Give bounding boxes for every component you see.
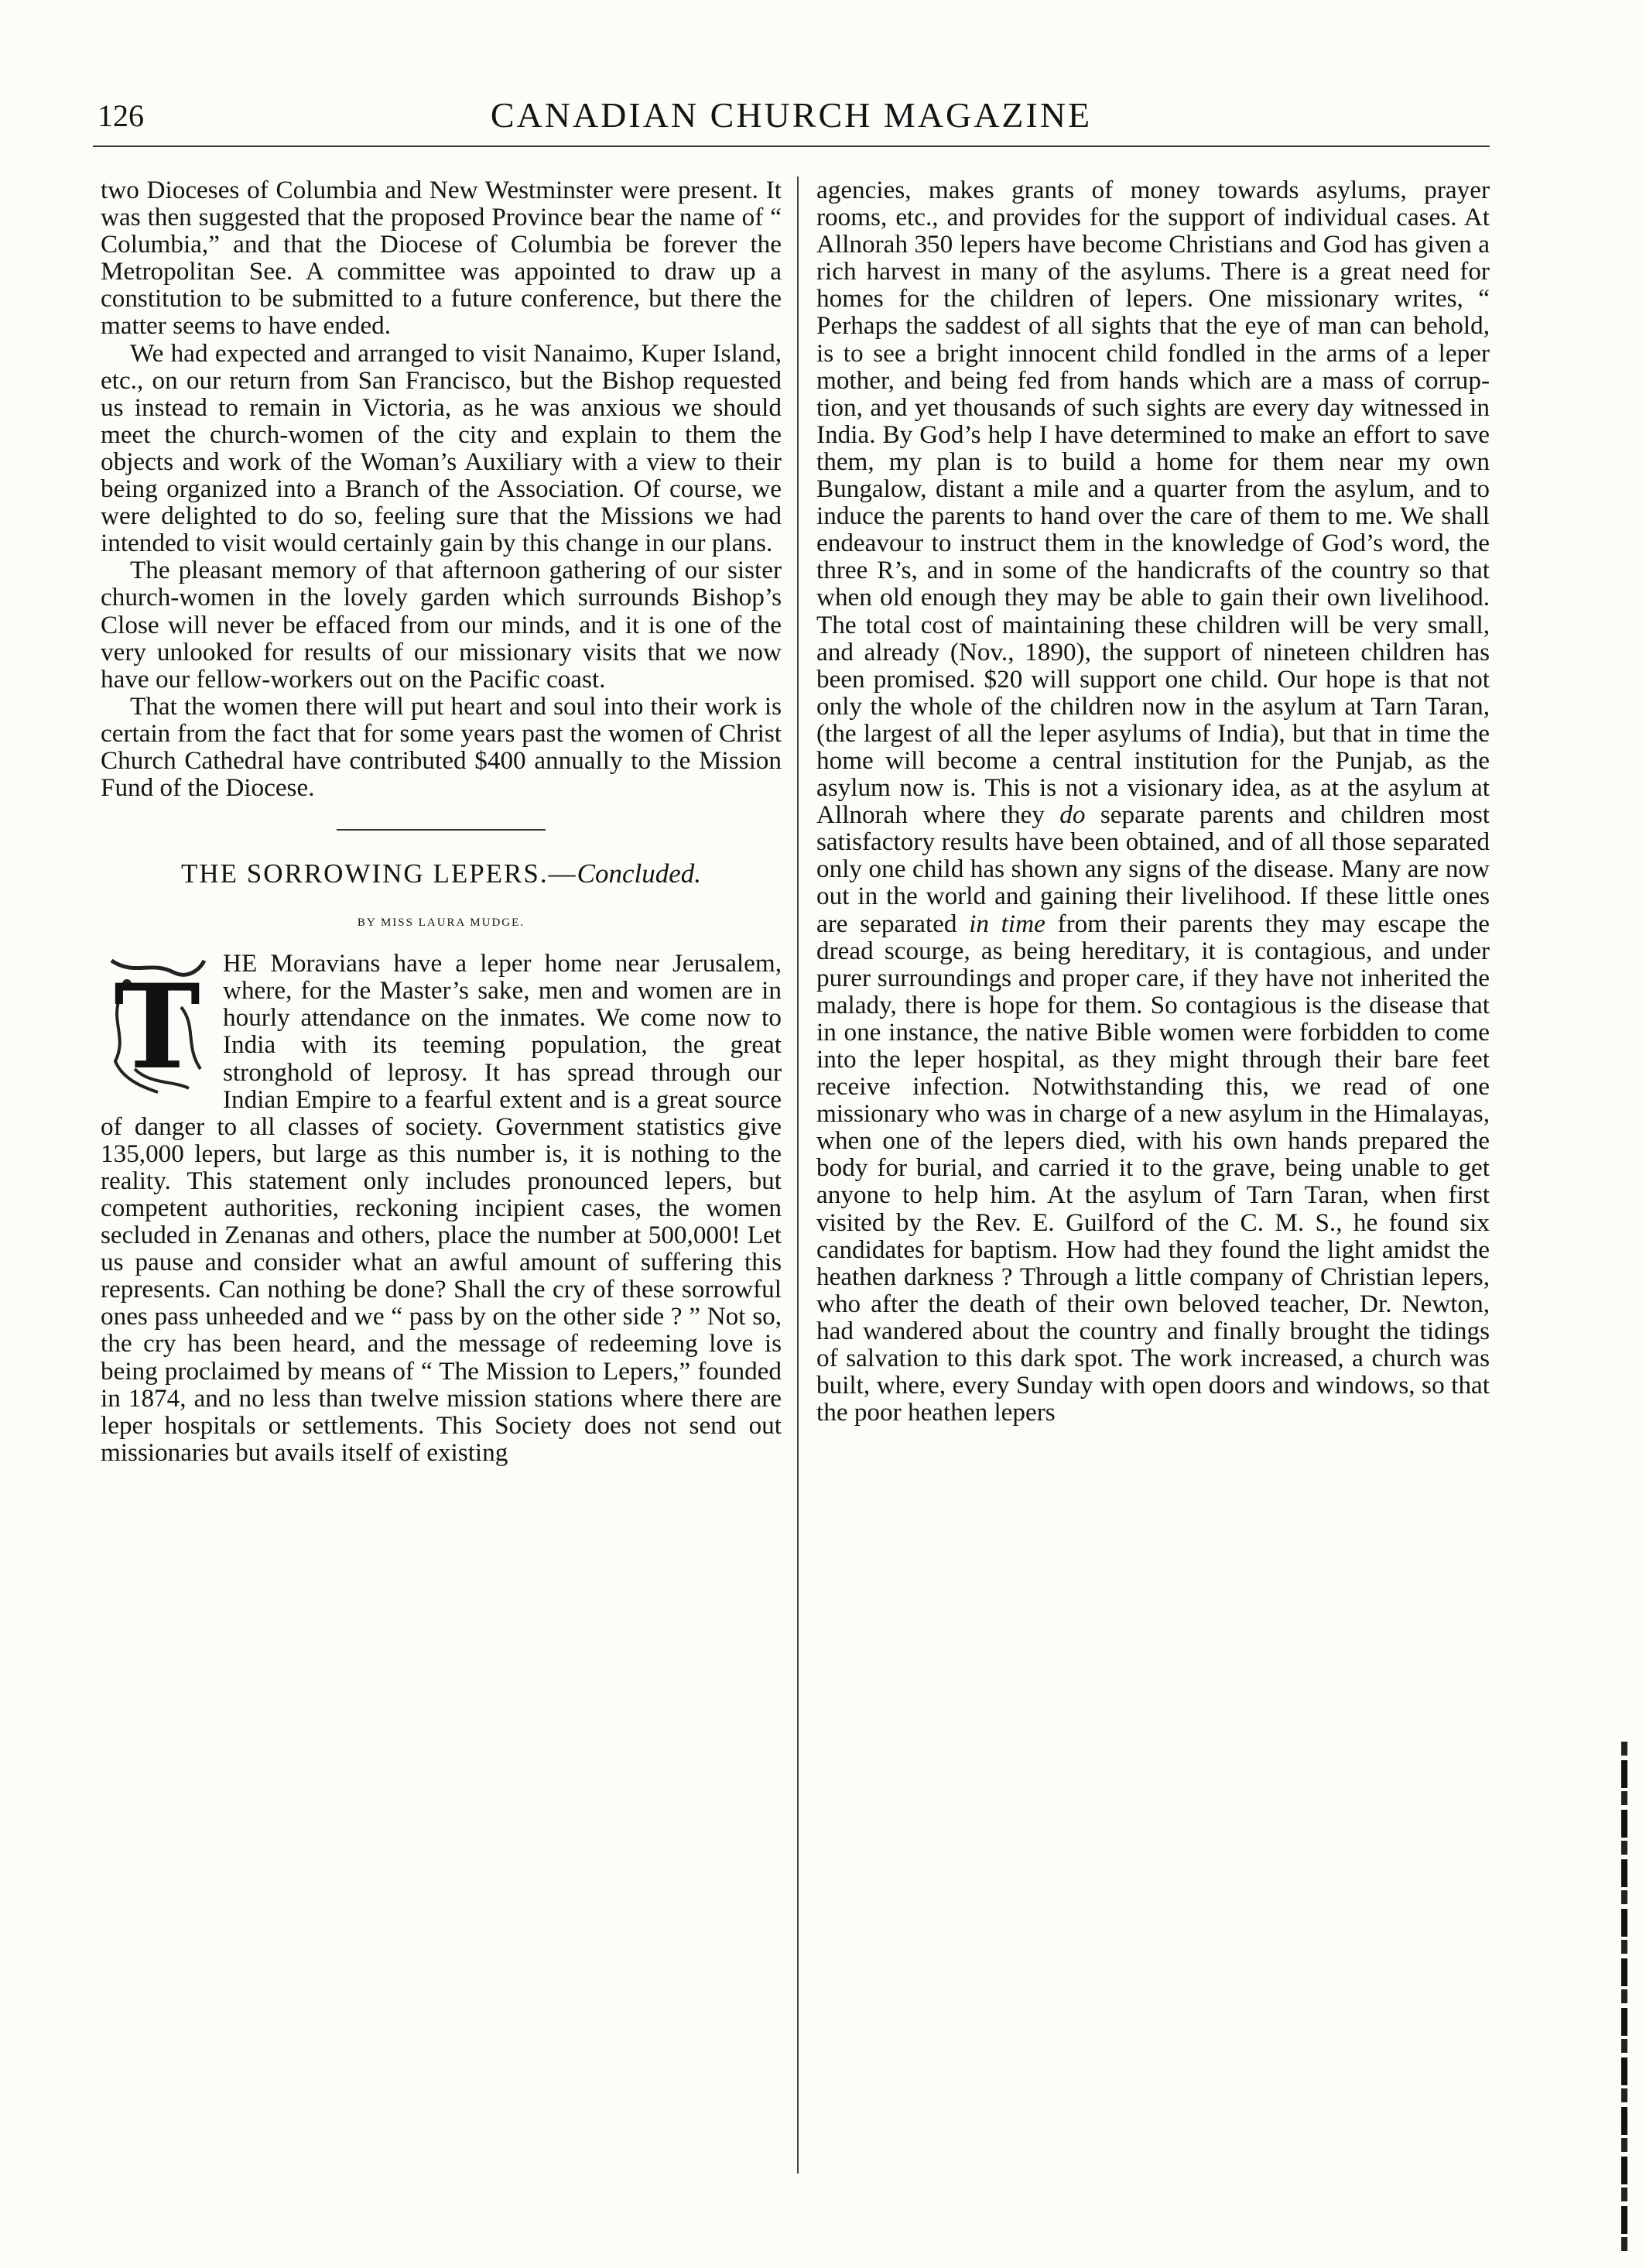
right-column: [816, 176, 1490, 2189]
italic-emphasis: in time: [969, 909, 1045, 938]
scan-edge-mark: [1621, 1742, 1627, 2253]
header-rule: [93, 146, 1490, 147]
article-title-suffix: Concluded.: [577, 858, 702, 889]
left-column: [101, 176, 782, 2174]
paragraph: That the women there will put heart and soul into their work is certain from the fact that for some years past the women of Christ Church Cathedral have contributed $400 annually to the Mission Fund of the Diocese.: [101, 691, 782, 803]
column-divider: [797, 176, 799, 2174]
paragraph: We had expected and arranged to visit Nanaimo, Kuper Island, etc., on our return from San Francisco, but the Bishop requested us instead to remain in Victoria, as he was anxious we should meet the church-women of the city and explain to them the objects and work of the Woman’s Auxiliary with a view to their being organized into a Branch of the Association. Of course, we were delighted to do so, feeling sure that the Missions we had intended to visit would certainly gain by this change in our plans.: [101, 338, 782, 558]
paragraph: The pleasant memory of that afternoon gathering of our sister church-women in the lovely garden which surrounds Bishop’s Close will never be effaced from our minds, and it is one of the very unlooked for results of our missionary visits that we now have our fellow-workers out on the Pacific coast.: [101, 556, 782, 694]
section-divider: [337, 829, 546, 831]
paragraph: two Dioceses of Columbia and New Westminster were present. It was then suggested that the proposed Province bear the name of “ Columbia,” and that the Diocese of Columbia be forever the Metropolitan See. A committee was appointed to draw up a constitution to be submitted to a future conference, but there the matter seems to have ended.: [101, 176, 782, 341]
page-header: [93, 91, 1490, 146]
article-first-paragraph-text: HE Moravians have a leper home near Jerusalem, where, for the Master’s sake, men and women are in hourly attendance on the inmates. We come now to India with its teeming population, the great stronghold of leprosy. It has spread through our Indian Empire to a fearful extent and is a great source of danger to all classes of society. Government statistics give 135,000 lepers, but large as this number is, it is nothing to the reality. This statement only includes pronounced lepers, but competent authorities, reckoning incipient cases, the women secluded in Zenanas and others, place the number at 500,000! Let us pause and consider what an awful amount of suffering this represents. Can nothing be done? Shall the cry of these sorrowful ones pass unheeded and we “ pass by on the other side ? ” Not so, the cry has been heard, and the message of redeeming love is being proclaimed by means of “ The Mission to Lepers,” founded in 1874, and no less than twelve mission stations where there are leper hospitals or settlements. This Society does not send out missionaries but avails itself of existing: [101, 949, 782, 1467]
text-part-3: from their parents they may escape the dread scourge, as being hereditary, it is contagious, and under purer surroundings and proper care, if they have not inherited the malady, there is hope for them. So contagious is the disease that in one instance, the native Bible women were forbidden to come into the leper hospital, as they might through their bare feet receive infection. Notwithstanding this, we read of one missionary who was in charge of a new asylum in the Himalayas, when one of the lepers died, with his own hands prepared the body for burial, and carried it to the grave, being unable to get anyone to help him. At the asylum of Tarn Taran, when first visited by the Rev. E. Guilford of the C. M. S., he found six candidates for baptism. How had they found the light amidst the heathen darkness ? Through a little company of Christian lepers, who after the death of their own beloved teacher, Dr. Newton, had wandered about the country and finally brought the tidings of salvation to this dark spot. The work increased, a church was built, where, every Sunday with open doors and windows, so that the poor heathen lepers: [816, 909, 1490, 1427]
text-part-1: agencies, makes grants of money towards asylums, prayer rooms, etc., and provides for the support of individual cases. At Allnorah 350 lepers have become Christians and God has given a rich harvest in many of the asylums. There is a great need for homes for the children of lepers. One missionary writes, “ Perhaps the saddest of all sights that the eye of man can behold, is to see a bright innocent child fondled in the arms of a leper mother, and being fed from hands which are a mass of corruption, and yet thousands of such sights are every day witnessed in India. By God’s help I have determined to make an effort to save them, my plan is to build a home for them near my own Bungalow, distant a mile and a quarter from the asylum, and to induce the parents to hand over the care of them to me. We shall endeavour to instruct them in the knowledge of God’s word, the three R’s, and in some of the handicrafts of the country so that when old enough they may be able to gain their own livelihood. The total cost of maintaining these children will be very small, and already (Nov., 1890), the support of nineteen children has been promised. $20 will support one child. Our hope is that not only the whole of the children now in the asylum at Tarn Taran, (the largest of all the leper asylums of India), but that in time the home will become a central institution for the Punjab, as the asylum now is. This is not a visionary idea, as at the asylum at Allnorah where they: [816, 176, 1490, 830]
text-part-2: separate parents and children most satisfactory results have been obtained, and of all those separated only one child has shown any signs of the disease. Many are now out in the world and gaining their livelihood. If these little ones are separated: [816, 800, 1490, 938]
article-first-paragraph: [101, 950, 782, 1466]
dropcap: [99, 950, 215, 1105]
page-number: 126: [98, 98, 144, 133]
article-title: [101, 857, 782, 891]
continued-paragraph: [816, 176, 1490, 1426]
italic-emphasis: do: [1059, 800, 1086, 830]
byline: BY MISS LAURA MUDGE.: [357, 916, 525, 930]
article-title-main: THE SORROWING LEPERS.: [180, 858, 549, 889]
dropcap-letter: T: [114, 959, 200, 1096]
article-title-dash: —: [548, 858, 577, 889]
magazine-title: CANADIAN CHURCH MAGAZINE: [490, 95, 1093, 135]
